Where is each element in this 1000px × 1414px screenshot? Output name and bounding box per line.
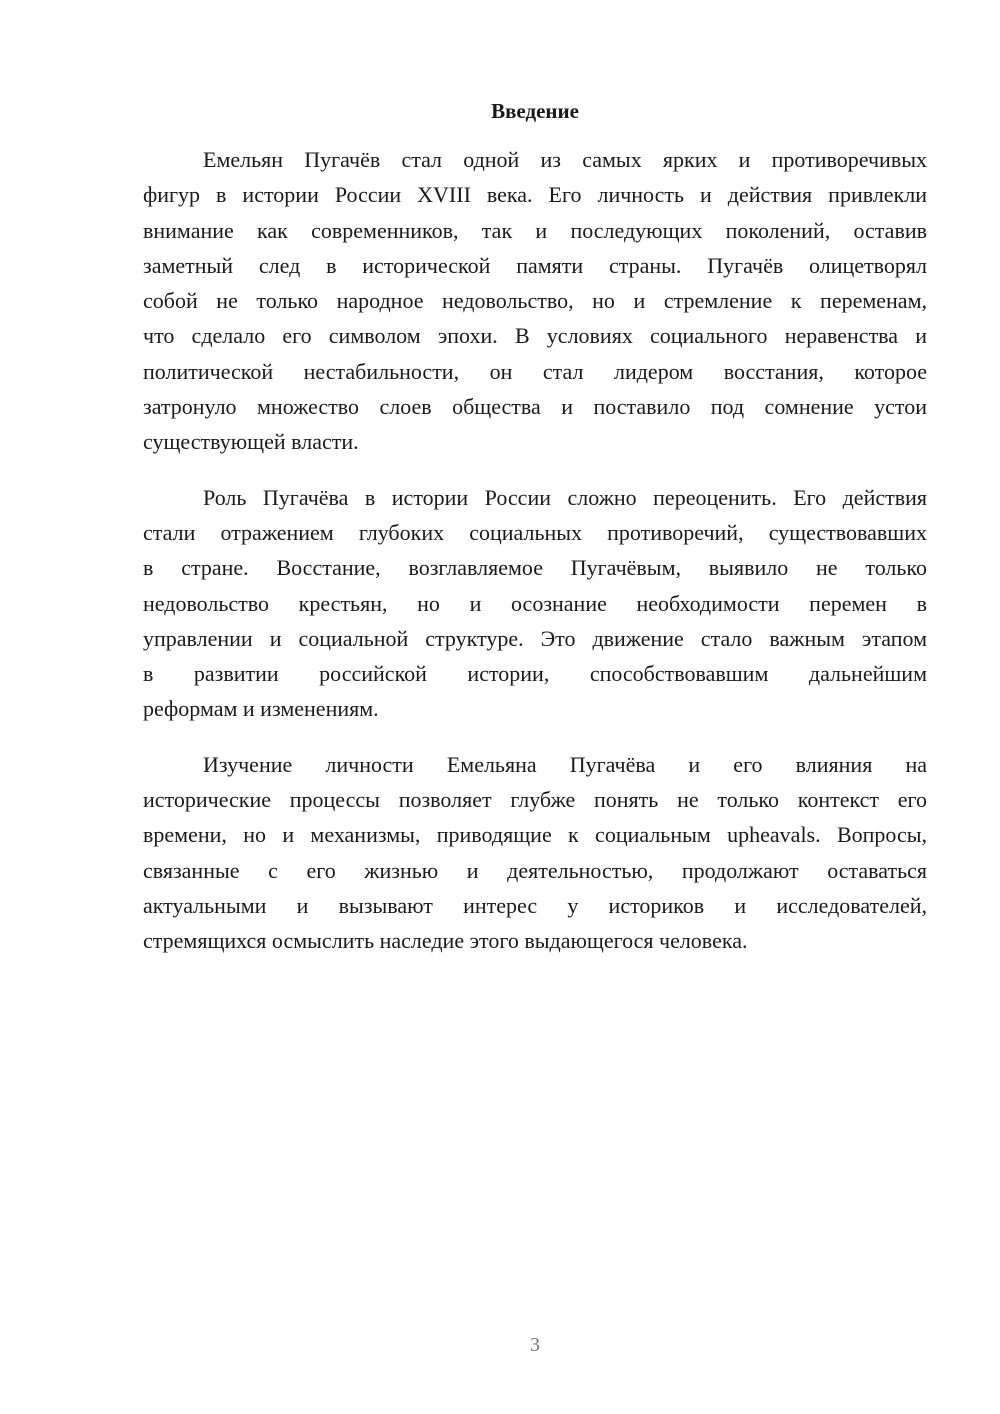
text-line: стали отражением глубоких социальных противоречий, существовавших: [143, 519, 927, 545]
text-line: в стране. Восстание, возглавляемое Пугачёвым, выявило не только: [143, 555, 927, 581]
text-line: Роль Пугачёва в истории России сложно переоценить. Его действия: [203, 484, 927, 510]
text-line: внимание как современников, так и последующих поколений, оставив: [143, 217, 927, 243]
text-line: стремящихся осмыслить наследие этого выдающегося человека.: [143, 928, 748, 954]
text-line: реформам и изменениям.: [143, 696, 379, 722]
text-line: актуальными и вызывают интерес у историков и исследователей,: [143, 892, 927, 918]
text-line: затронуло множество слоев общества и поставило под сомнение устои: [143, 394, 927, 420]
text-line: исторические процессы позволяет глубже понять не только контекст его: [143, 787, 927, 813]
text-line: связанные с его жизнью и деятельностью, продолжают оставаться: [143, 857, 927, 883]
text-line: фигур в истории России XVIII века. Его личность и действия привлекли: [143, 182, 927, 208]
paragraph: [143, 747, 927, 959]
text-line: недовольство крестьян, но и осознание необходимости перемен в: [143, 590, 927, 616]
paragraph: [143, 142, 927, 460]
text-line: Емельян Пугачёв стал одной из самых ярких и противоречивых: [203, 147, 927, 172]
text-line: что сделало его символом эпохи. В условиях социального неравенства и: [143, 323, 927, 349]
section-heading: Введение: [491, 99, 579, 123]
text-line: политической нестабильности, он стал лидером восстания, которое: [143, 358, 927, 384]
text-line: существующей власти.: [143, 429, 359, 455]
text-line: собой не только народное недовольство, но и стремление к переменам,: [143, 288, 927, 314]
text-line: в развитии российской истории, способствовавшим дальнейшим: [143, 661, 927, 687]
document-body: [143, 142, 927, 979]
paragraph: [143, 480, 927, 727]
text-line: заметный след в исторической памяти страны. Пугачёв олицетворял: [143, 252, 927, 278]
text-line: управлении и социальной структуре. Это движение стало важным этапом: [143, 625, 927, 651]
text-line: времени, но и механизмы, приводящие к социальным upheavals. Вопросы,: [143, 822, 927, 848]
page-number: 3: [530, 1334, 540, 1356]
text-line: Изучение личности Емельяна Пугачёва и его влияния на: [203, 751, 927, 777]
